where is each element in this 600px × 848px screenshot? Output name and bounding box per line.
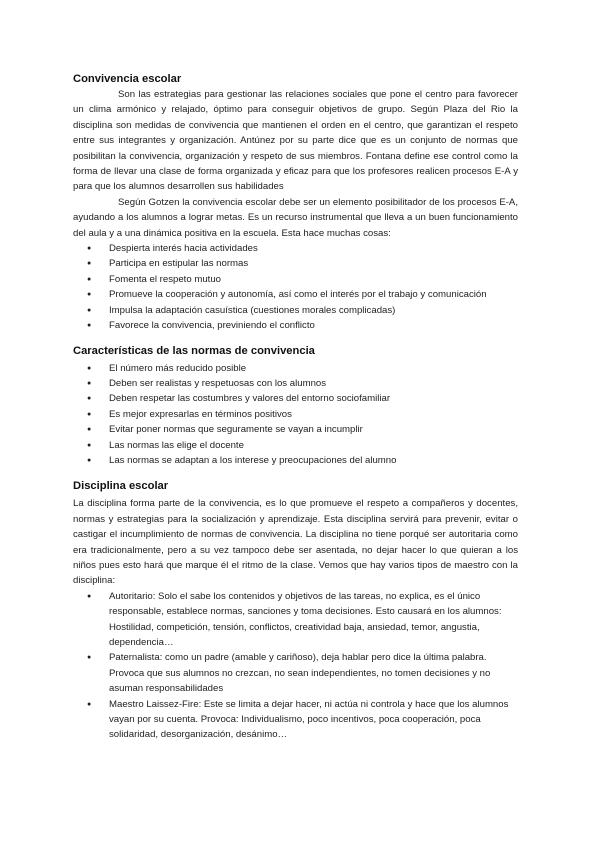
list-item: ● Paternalista: como un padre (amable y cariñoso), deja hablar pero dice la última palabra. Provoca que sus alumnos no crezcan, no sean independientes, no tomen decisiones y no asuman responsabilidades bbox=[73, 650, 518, 696]
paragraph: Según Gotzen la convivencia escolar debe ser un elemento posibilitador de los procesos E-A, ayudando a los alumnos a lograr metas. Es un recurso instrumental que lleva a un buen funcionamiento del aula y a una dinámica positiva en la escuela. Esta hace muchas cosas: bbox=[73, 196, 518, 239]
list-item: ● Las normas se adaptan a los interese y preocupaciones del alumno bbox=[73, 453, 518, 468]
list-item: ● Deben ser realistas y respetuosas con los alumnos bbox=[73, 376, 518, 391]
list-item: ● El número más reducido posible bbox=[73, 361, 518, 376]
list-item: ● Autoritario: Solo el sabe los contenidos y objetivos de las tareas, no explica, es el único responsable, establece normas, sanciones y toma decisiones. Esto causará en los alumnos: Hostilidad, competición, tensión, conflictos, creatividad baja, ansiedad, temor, angustia, dependencia… bbox=[73, 589, 518, 651]
list-item: ● Fomenta el respeto mutuo bbox=[73, 272, 518, 287]
paragraph: La disciplina forma parte de la convivencia, es lo que promueve el respeto a compañeros y docentes, normas y estrategias para la socialización y aprendizaje. Esta disciplina servirá para prevenir, evitar o castigar el incumplimiento de normas de convivencia. La disciplina no tiene porqué ser autoritaria como era tradicionalmente, pero a su vez tampoco debe ser asentada, no dejar hacer lo que quieran a los niños pues esto hará que marque él el ritmo de la clase. Vemos que hay varios tipos de maestro con la disciplina: bbox=[73, 498, 518, 587]
list-item: ● Maestro Laissez-Fire: Este se limita a dejar hacer, ni actúa ni controla y hace que los alumnos vayan por su cuenta. Provoca: Individualismo, poco incentivos, poca cooperación, poca solidaridad, desorganización, desánimo… bbox=[73, 697, 518, 743]
list-item: ● Favorece la convivencia, previniendo el conflicto bbox=[73, 318, 518, 333]
list-item: ● Promueve la cooperación y autonomía, así como el interés por el trabajo y comunicación bbox=[73, 287, 518, 302]
list-item: ● Impulsa la adaptación casuística (cuestiones morales complicadas) bbox=[73, 303, 518, 318]
bullet-list bbox=[73, 589, 518, 743]
bullet-list bbox=[73, 241, 518, 333]
list-item: ● Deben respetar las costumbres y valores del entorno sociofamiliar bbox=[73, 391, 518, 406]
list-item: ● Es mejor expresarlas en términos positivos bbox=[73, 407, 518, 422]
list-item: ● Las normas las elige el docente bbox=[73, 438, 518, 453]
section-title-disciplina: Disciplina escolar bbox=[73, 480, 169, 493]
bullet-list bbox=[73, 361, 518, 469]
list-item: ● Despierta interés hacia actividades bbox=[73, 241, 518, 256]
section-title-normas: Características de las normas de convivencia bbox=[73, 344, 315, 357]
list-item: ● Participa en estipular las normas bbox=[73, 256, 518, 271]
list-item: ● Evitar poner normas que seguramente se vayan a incumplir bbox=[73, 422, 518, 437]
paragraph: Son las estrategias para gestionar las relaciones sociales que pone el centro para favorecer un clima armónico y relajado, óptimo para conseguir objetivos de grupo. Según Plaza del Rio la disciplina son medidas de convivencia que mantienen el orden en el centro, que garantizan el respeto entre sus integrantes y organización. Antúnez por su parte dice que es un conjunto de normas que posibilitan la convivencia, organización y respeto de sus miembros. Fontana define ese control como la forma de llevar una clase de forma organizada y eficaz para que los profesores realicen procesos E-A y para que los alumnos desarrollen sus habilidades bbox=[73, 89, 518, 193]
section-title-convivencia: Convivencia escolar bbox=[73, 73, 182, 85]
